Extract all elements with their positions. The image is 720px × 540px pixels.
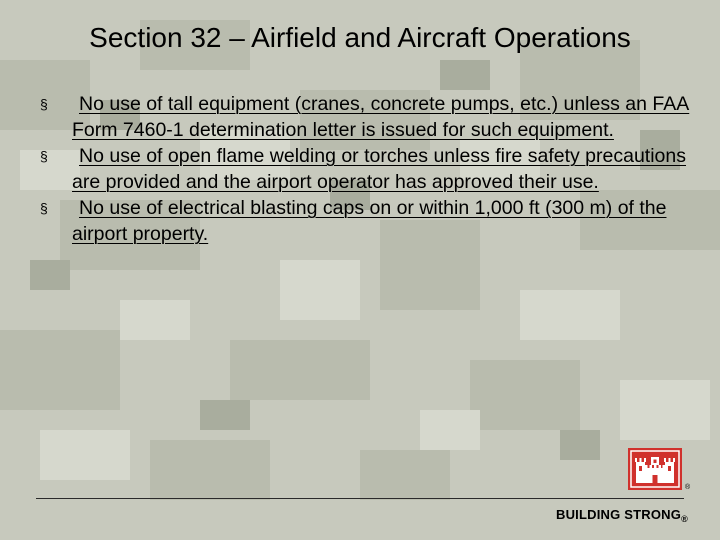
tagline-text: BUILDING STRONG (556, 507, 682, 522)
bullet-item (40, 91, 710, 143)
bullet-marker: § (40, 96, 48, 112)
bullet-text: No use of electrical blasting caps on or within 1,000 ft (300 m) of the airport property. (72, 197, 667, 245)
usace-castle-icon (628, 448, 682, 490)
building-strong-tagline (556, 507, 688, 527)
tagline-registered-mark: ® (681, 514, 688, 524)
bullet-text: No use of open flame welding or torches unless fire safety precautions are provided and the airport operator has approved their use. (72, 145, 686, 193)
bullet-marker: § (40, 200, 48, 216)
bullet-item (40, 195, 710, 247)
bullet-marker: § (40, 148, 48, 164)
bullet-list (40, 91, 710, 247)
slide-title: Section 32 – Airfield and Aircraft Operations (89, 22, 631, 53)
logo-registered-mark: ® (685, 484, 691, 491)
footer-divider (36, 498, 684, 499)
bullet-text: No use of tall equipment (cranes, concrete pumps, etc.) unless an FAA Form 7460-1 determination letter is issued for such equipment. (72, 93, 690, 141)
bullet-item (40, 143, 710, 195)
